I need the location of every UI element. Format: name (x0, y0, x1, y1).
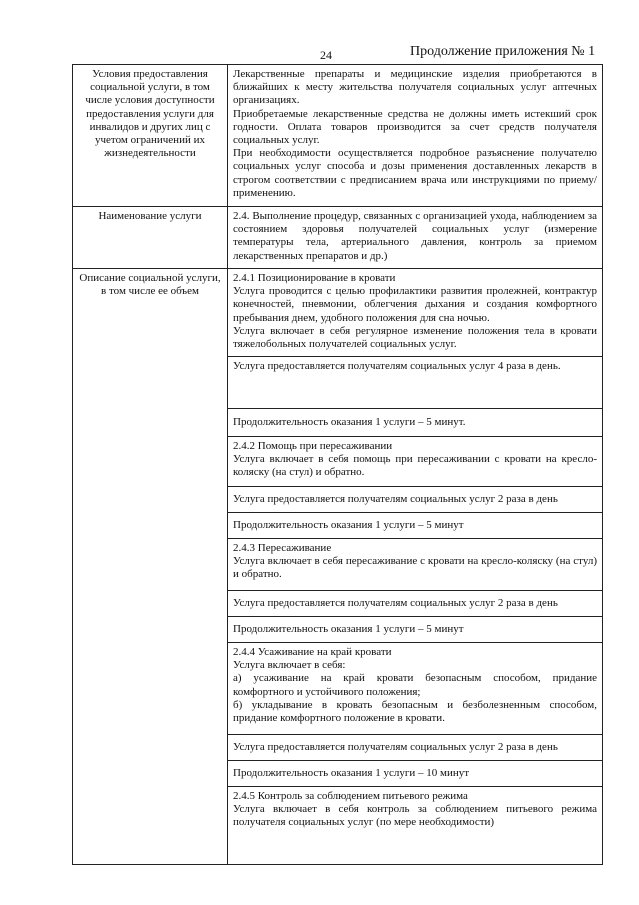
subservice-title: 2.4.4 Усаживание на край кровати (233, 646, 392, 658)
paragraph: 2.4. Выполнение процедур, связанных с организацией ухода, наблюдением за состоянием здоровья получателей социальных услуг (измерение температуры тела, артериального давления, контроль за приемом лекарственных препаратов и др.) (233, 210, 597, 262)
frequency-text: Услуга предоставляется получателям социальных услуг 2 раза в день (233, 596, 558, 609)
subservice-title: 2.4.1 Позиционирование в кровати (233, 272, 396, 284)
duration-cell (228, 617, 603, 643)
duration-text: Продолжительность оказания 1 услуги – 5 минут (233, 622, 464, 635)
frequency-cell (228, 487, 603, 513)
paragraph: Услуга включает в себя контроль за соблюдением питьевого режима получателя социальных услуг (по мере необходимости) (233, 803, 597, 829)
frequency-cell (228, 357, 603, 409)
row-content (228, 65, 603, 207)
paragraph: Услуга включает в себя пересаживание с кровати на кресло-коляску (на стул) и обратно. (233, 555, 597, 581)
subservice-cell (228, 269, 603, 357)
frequency-text: Услуга предоставляется получателям социальных услуг 4 раза в день. (233, 360, 561, 372)
page-number: 24 (320, 48, 332, 62)
frequency-text: Услуга предоставляется получателям социальных услуг 2 раза в день (233, 740, 558, 753)
duration-cell (228, 761, 603, 787)
subservice-title: 2.4.5 Контроль за соблюдением питьевого режима (233, 790, 468, 802)
paragraph: Услуга включает в себя помощь при пересаживании с кровати на кресло-коляску (на стул) и обратно. (233, 453, 597, 479)
service-table (72, 64, 603, 865)
subservice-title: 2.4.3 Пересаживание (233, 542, 332, 554)
duration-text: Продолжительность оказания 1 услуги – 10 минут (233, 766, 470, 779)
duration-text: Продолжительность оказания 1 услуги – 5 минут (233, 518, 464, 531)
paragraph: При необходимости осуществляется подробное разъяснение получателю социальных услуг способа и дозы применения доставленных лекарств в строгом соответствии с предписанием врача или инструкциями по приему/применению. (233, 147, 597, 199)
subservice-cell (228, 437, 603, 487)
duration-cell (228, 513, 603, 539)
description-label: Описание социальной услуги, в том числе ее объем (73, 269, 228, 865)
paragraph: Лекарственные препараты и медицинские изделия приобретаются в ближайших к месту жительства получателя социальных услуг аптечных организациях. (233, 68, 597, 107)
frequency-cell (228, 735, 603, 761)
duration-cell (228, 409, 603, 437)
row-content (228, 207, 603, 269)
frequency-text: Услуга предоставляется получателям социальных услуг 2 раза в день (233, 492, 558, 505)
row-label: Наименование услуги (73, 207, 228, 269)
subservice-cell (228, 539, 603, 591)
paragraph: Услуга включает в себя: (233, 659, 346, 672)
paragraph: Услуга проводится с целью профилактики развития пролежней, контрактур конечностей, пневмонии, облегчения дыхания и создания комфортного пребывания днем, удобного положения для сна ночью. (233, 285, 597, 324)
paragraph: б) укладывание в кровать безопасным и безболезненным способом, придание комфортного положение в кровати. (233, 698, 597, 725)
table-row (73, 269, 603, 357)
row-label: Условия предоставления социальной услуги, в том числе условия доступности предоставления услуги для инвалидов и других лиц с учетом ограничений их жизнедеятельности (73, 65, 228, 207)
frequency-cell (228, 591, 603, 617)
subservice-cell (228, 787, 603, 865)
paragraph: а) усаживание на край кровати безопасным способом, придание комфортного и устойчивого положения; (233, 672, 597, 698)
duration-text: Продолжительность оказания 1 услуги – 5 минут. (233, 415, 466, 428)
paragraph: Услуга включает в себя регулярное изменение положения тела в кровати тяжелобольных получателей социальных услуг. (233, 324, 597, 351)
table-row (73, 65, 603, 207)
paragraph: Приобретаемые лекарственные средства не должны иметь истекший срок годности. Оплата товаров производится за счет средств получателя социальных услуг. (233, 107, 597, 147)
subservice-cell (228, 643, 603, 735)
subservice-title: 2.4.2 Помощь при пересаживании (233, 440, 393, 452)
continuation-header: Продолжение приложения № 1 (410, 44, 596, 59)
table-row (73, 207, 603, 269)
